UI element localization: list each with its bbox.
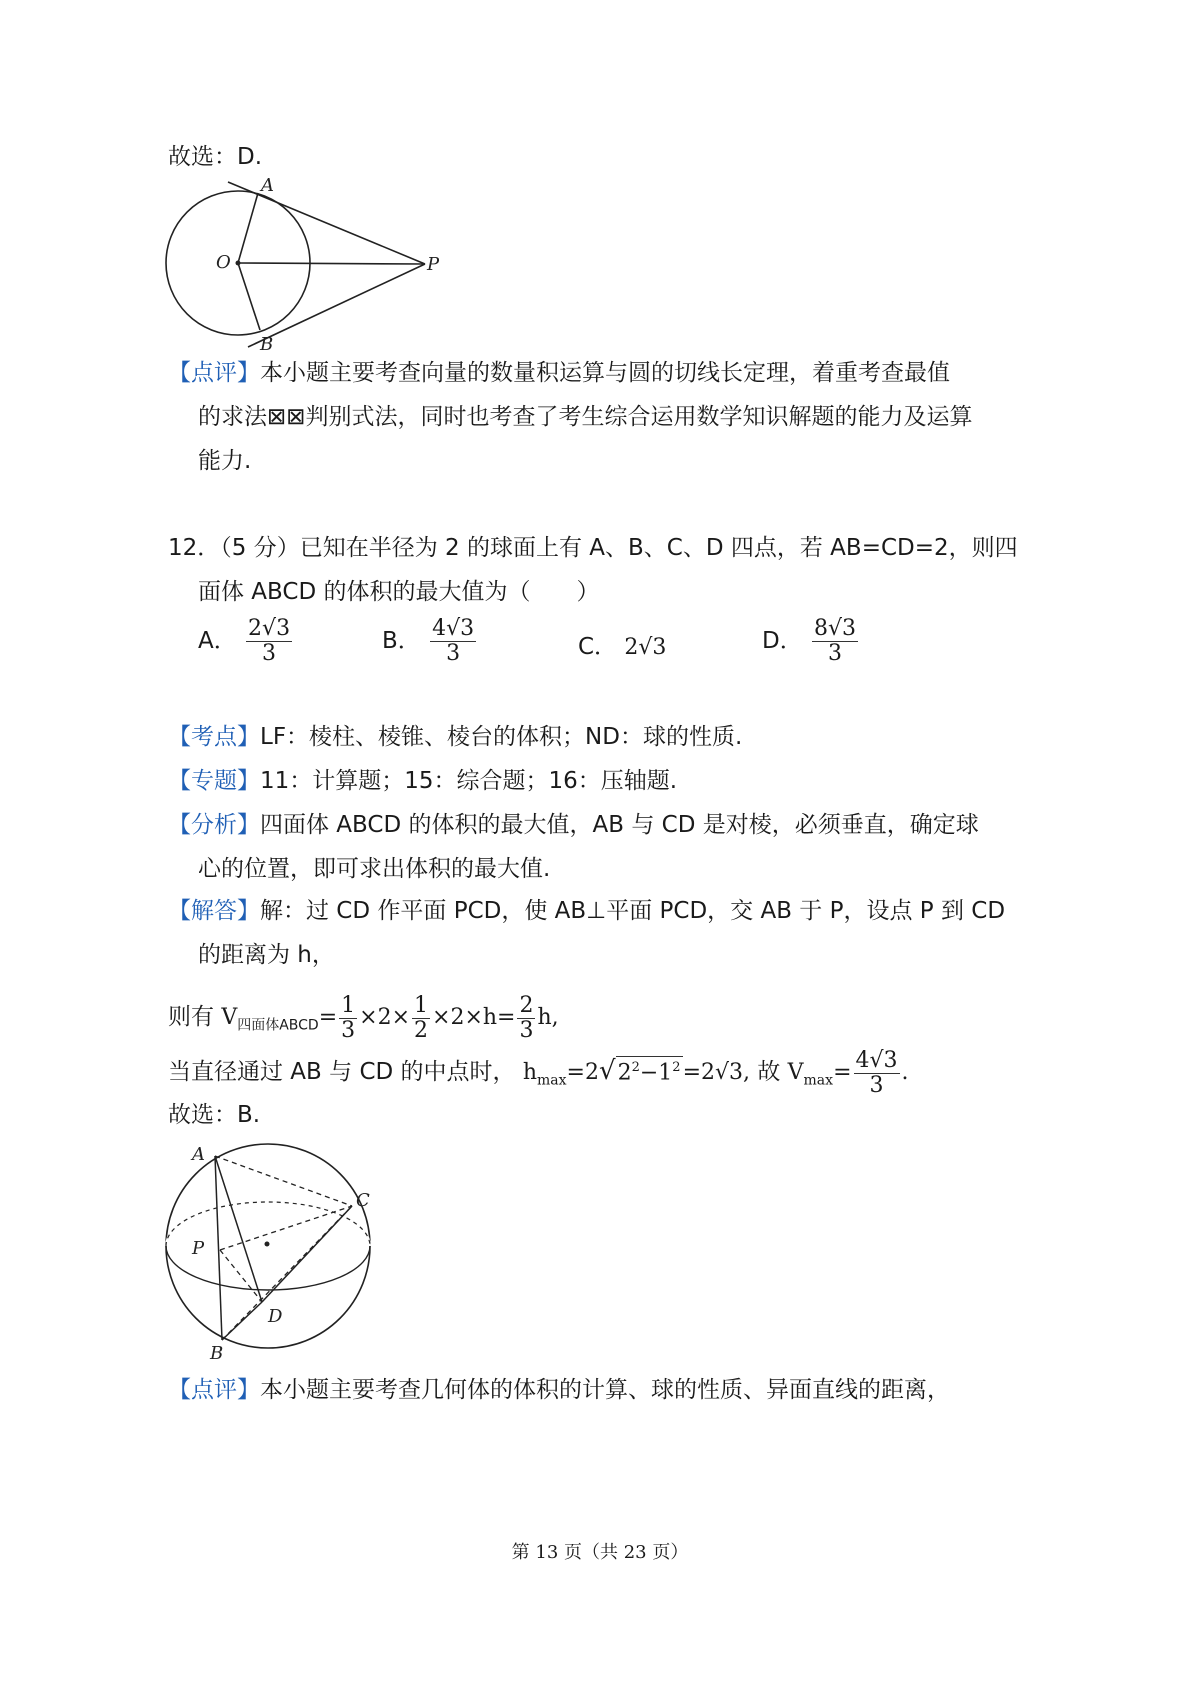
question-12-line2: 面体 ABCD 的体积的最大值为（ ）: [198, 579, 600, 605]
page-footer: 第 13 页（共 23 页）: [511, 1542, 689, 1563]
fig2-label-d: D: [268, 1306, 283, 1327]
option-b: B． $\frac{4√3}{3}$: [382, 616, 475, 666]
sphere-tetrahedron-figure: [160, 1140, 380, 1365]
option-d: D． $\frac{8√3}{3}$: [762, 616, 857, 666]
fenxi-line1: 【分析】四面体 ABCD 的体积的最大值，AB 与 CD 是对棱，必须垂直，确定球: [168, 812, 979, 838]
review1-line3: 能力.: [198, 448, 252, 474]
review-tag: 【点评】: [168, 360, 260, 386]
tangent-circle-figure: [160, 172, 460, 357]
zhuanti-line: 【专题】11：计算题；15：综合题；16：压轴题.: [168, 768, 678, 794]
fenxi-line2: 心的位置，即可求出体积的最大值.: [198, 856, 551, 882]
fig2-label-c: C: [356, 1190, 370, 1211]
review1-line2: 的求法⊠⊠判别式法，同时也考查了考生综合运用数学知识解题的能力及运算: [198, 404, 973, 430]
answer-line: 故选：D.: [168, 144, 263, 170]
fig2-label-b: B: [210, 1343, 224, 1364]
question-12-line1: 12．（5 分）已知在半径为 2 的球面上有 A、B、C、D 四点，若 AB=CD=2，则四: [168, 535, 1018, 561]
fig1-label-b: B: [260, 334, 274, 355]
review1-line1: 【点评】本小题主要考查向量的数量积运算与圆的切线长定理，着重考查最值: [168, 360, 950, 386]
kaodian-line: 【考点】LF：棱柱、棱锥、棱台的体积；ND：球的性质.: [168, 724, 743, 750]
fig1-label-p: P: [427, 254, 440, 275]
fig1-label-a: A: [261, 175, 274, 196]
jieda-line2: 的距离为 h，: [198, 942, 335, 968]
volume-formula: 则有 $V_{四面体ABCD}=$ $\frac{1}{3}$ ×2× $\frac{1}{2}$ ×2×h= $\frac{2}{3}$ h,: [168, 992, 559, 1043]
hmax-formula: 当直径通过 AB 与 CD 的中点时， $h_{max}=2√2^2-1^2=2√3$, 故 $V_{max}=$ $\frac{4√3}{3}$ .: [168, 1047, 909, 1098]
answer-line-b: 故选：B.: [168, 1102, 261, 1128]
fig2-label-a: A: [192, 1144, 205, 1165]
option-a: A． $\frac{2√3}{3}$: [198, 616, 291, 666]
jieda-line1: 【解答】解：过 CD 作平面 PCD，使 AB⊥平面 PCD，交 AB 于 P，设点 P 到 CD: [168, 898, 1006, 924]
fig1-label-o: O: [216, 252, 231, 273]
option-c: C． 2√3: [578, 634, 667, 660]
fig2-label-p: P: [192, 1238, 205, 1259]
review2-line1: 【点评】本小题主要考查几何体的体积的计算、球的性质、异面直线的距离，: [168, 1377, 950, 1403]
